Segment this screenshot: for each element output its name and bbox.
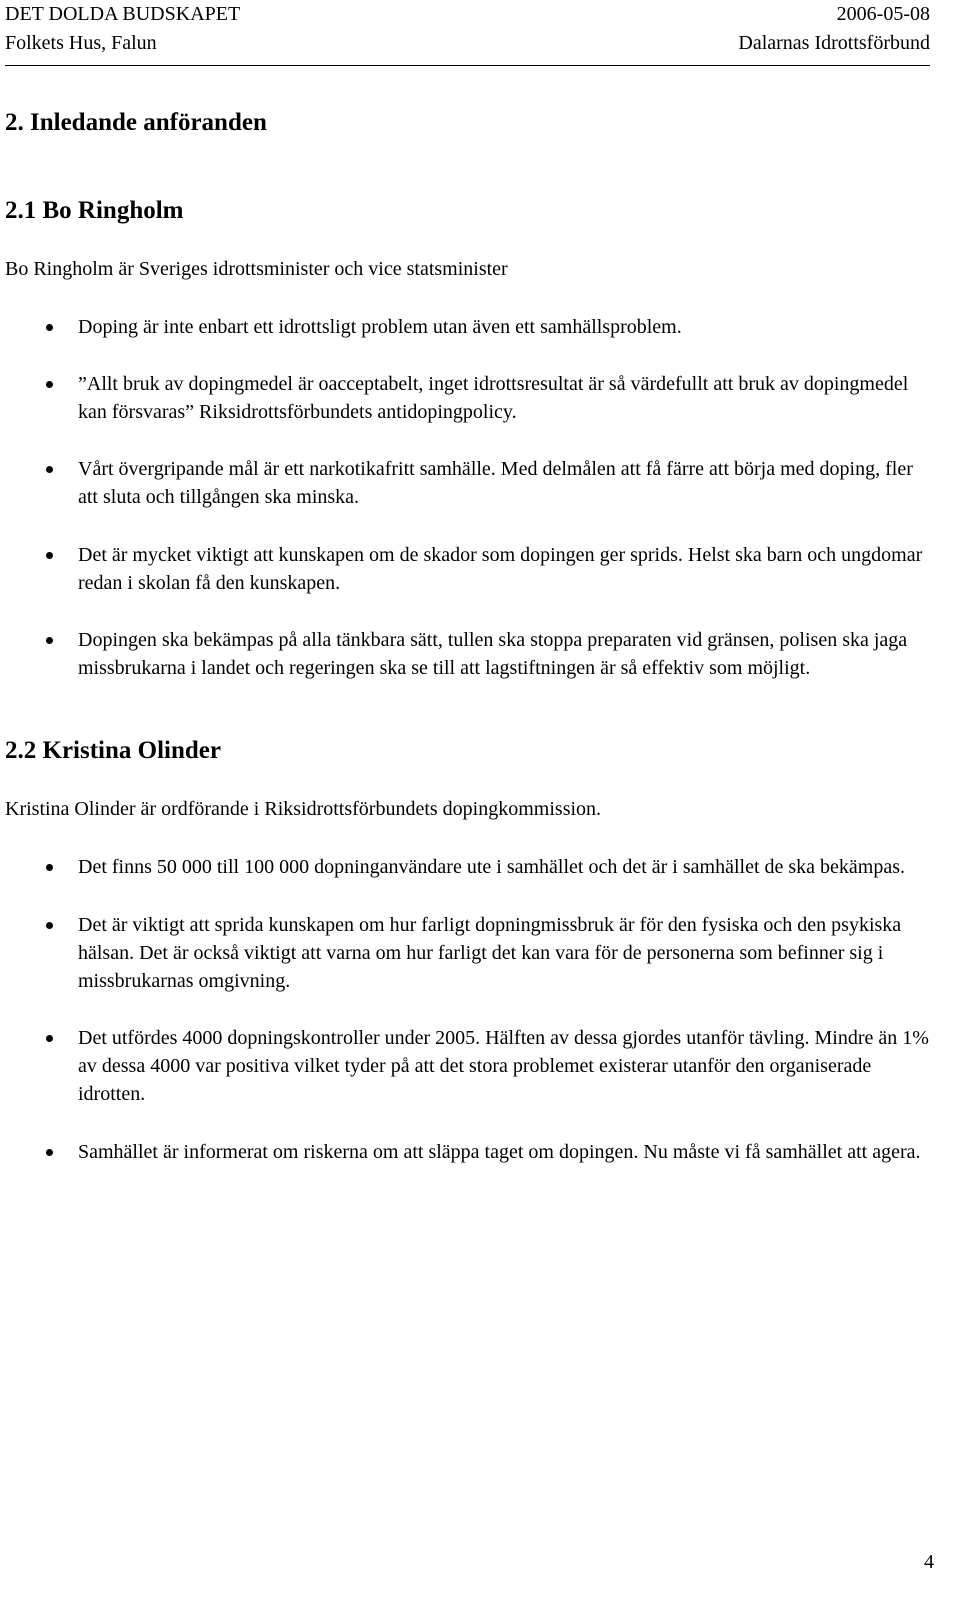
list-item bbox=[5, 1024, 935, 1108]
bullet-list bbox=[5, 313, 935, 682]
list-item-text: Doping är inte enbart ett idrottsligt problem utan även ett samhällsproblem. bbox=[78, 316, 682, 338]
list-item bbox=[5, 853, 935, 881]
bullet-icon bbox=[46, 324, 53, 331]
list-item-text: Det utfördes 4000 dopningskontroller under 2005. Hälften av dessa gjordes utanför tävling. Mindre än 1% av dessa 4000 var positiva vilket tyder på att det stora problemet existerar utanför den organiserade idrotten. bbox=[78, 1027, 929, 1105]
list-item bbox=[5, 626, 935, 682]
list-item-text: Det finns 50 000 till 100 000 dopninganvändare ute i samhället och det är i samhället de ska bekämpas. bbox=[78, 856, 906, 878]
list-item bbox=[5, 541, 935, 597]
subsection-intro: Bo Ringholm är Sveriges idrottsminister och vice statsminister bbox=[5, 258, 508, 280]
subsection-title: 2.1 Bo Ringholm bbox=[5, 197, 184, 224]
list-item bbox=[5, 370, 935, 426]
bullet-icon bbox=[46, 637, 53, 644]
bullet-icon bbox=[46, 381, 53, 388]
bullet-icon bbox=[46, 1035, 53, 1042]
bullet-list bbox=[5, 853, 935, 1166]
bullet-icon bbox=[46, 466, 53, 473]
list-item-text: Dopingen ska bekämpas på alla tänkbara sätt, tullen ska stoppa preparaten vid gränsen, polisen ska jaga missbrukarna i landet och regeringen ska se till att lagstiftningen är så effektiv som möjligt. bbox=[78, 629, 908, 679]
subsection-title: 2.2 Kristina Olinder bbox=[5, 737, 221, 764]
bullet-icon bbox=[46, 864, 53, 871]
list-item bbox=[5, 313, 935, 341]
subsection-ringholm bbox=[5, 196, 935, 682]
list-item bbox=[5, 911, 935, 995]
list-item-text: Det är viktigt att sprida kunskapen om hur farligt dopningmissbruk är för den fysiska och den psykiska hälsan. Det är också viktigt att varna om hur farligt det kan vara för de personerna som befinner sig i missbrukarnas omgivning. bbox=[78, 914, 902, 992]
bullet-icon bbox=[46, 922, 53, 929]
section-heading: 2. Inledande anföranden bbox=[5, 109, 267, 136]
venue: Folkets Hus, Falun bbox=[5, 32, 157, 54]
document-date: 2006-05-08 bbox=[836, 3, 930, 25]
document-title: DET DOLDA BUDSKAPET bbox=[5, 3, 241, 25]
list-item-text: Samhället är informerat om riskerna om att släppa taget om dopingen. Nu måste vi få samhället att agera. bbox=[78, 1141, 921, 1163]
header-row-2 bbox=[5, 29, 930, 58]
list-item-text: ”Allt bruk av dopingmedel är oacceptabelt, inget idrottsresultat är så värdefullt att bruk av dopingmedel kan försvaras” Riksidrottsförbundets antidopingpolicy. bbox=[78, 373, 909, 423]
bullet-icon bbox=[46, 1149, 53, 1156]
subsection-olinder bbox=[5, 736, 935, 1166]
page-number: 4 bbox=[924, 1551, 934, 1573]
list-item-text: Vårt övergripande mål är ett narkotikafritt samhälle. Med delmålen att få färre att börja med doping, fler att sluta och tillgången ska minska. bbox=[78, 458, 913, 508]
list-item bbox=[5, 1138, 935, 1166]
page-content bbox=[5, 108, 935, 1166]
list-item-text: Det är mycket viktigt att kunskapen om de skador som dopingen ger sprids. Helst ska barn och ungdomar redan i skolan få den kunskapen. bbox=[78, 544, 923, 594]
subsection-intro: Kristina Olinder är ordförande i Riksidrottsförbundets dopingkommission. bbox=[5, 798, 602, 820]
page-header bbox=[5, 0, 930, 66]
header-row-1 bbox=[5, 0, 930, 29]
organization: Dalarnas Idrottsförbund bbox=[738, 32, 930, 54]
bullet-icon bbox=[46, 552, 53, 559]
list-item bbox=[5, 455, 935, 511]
